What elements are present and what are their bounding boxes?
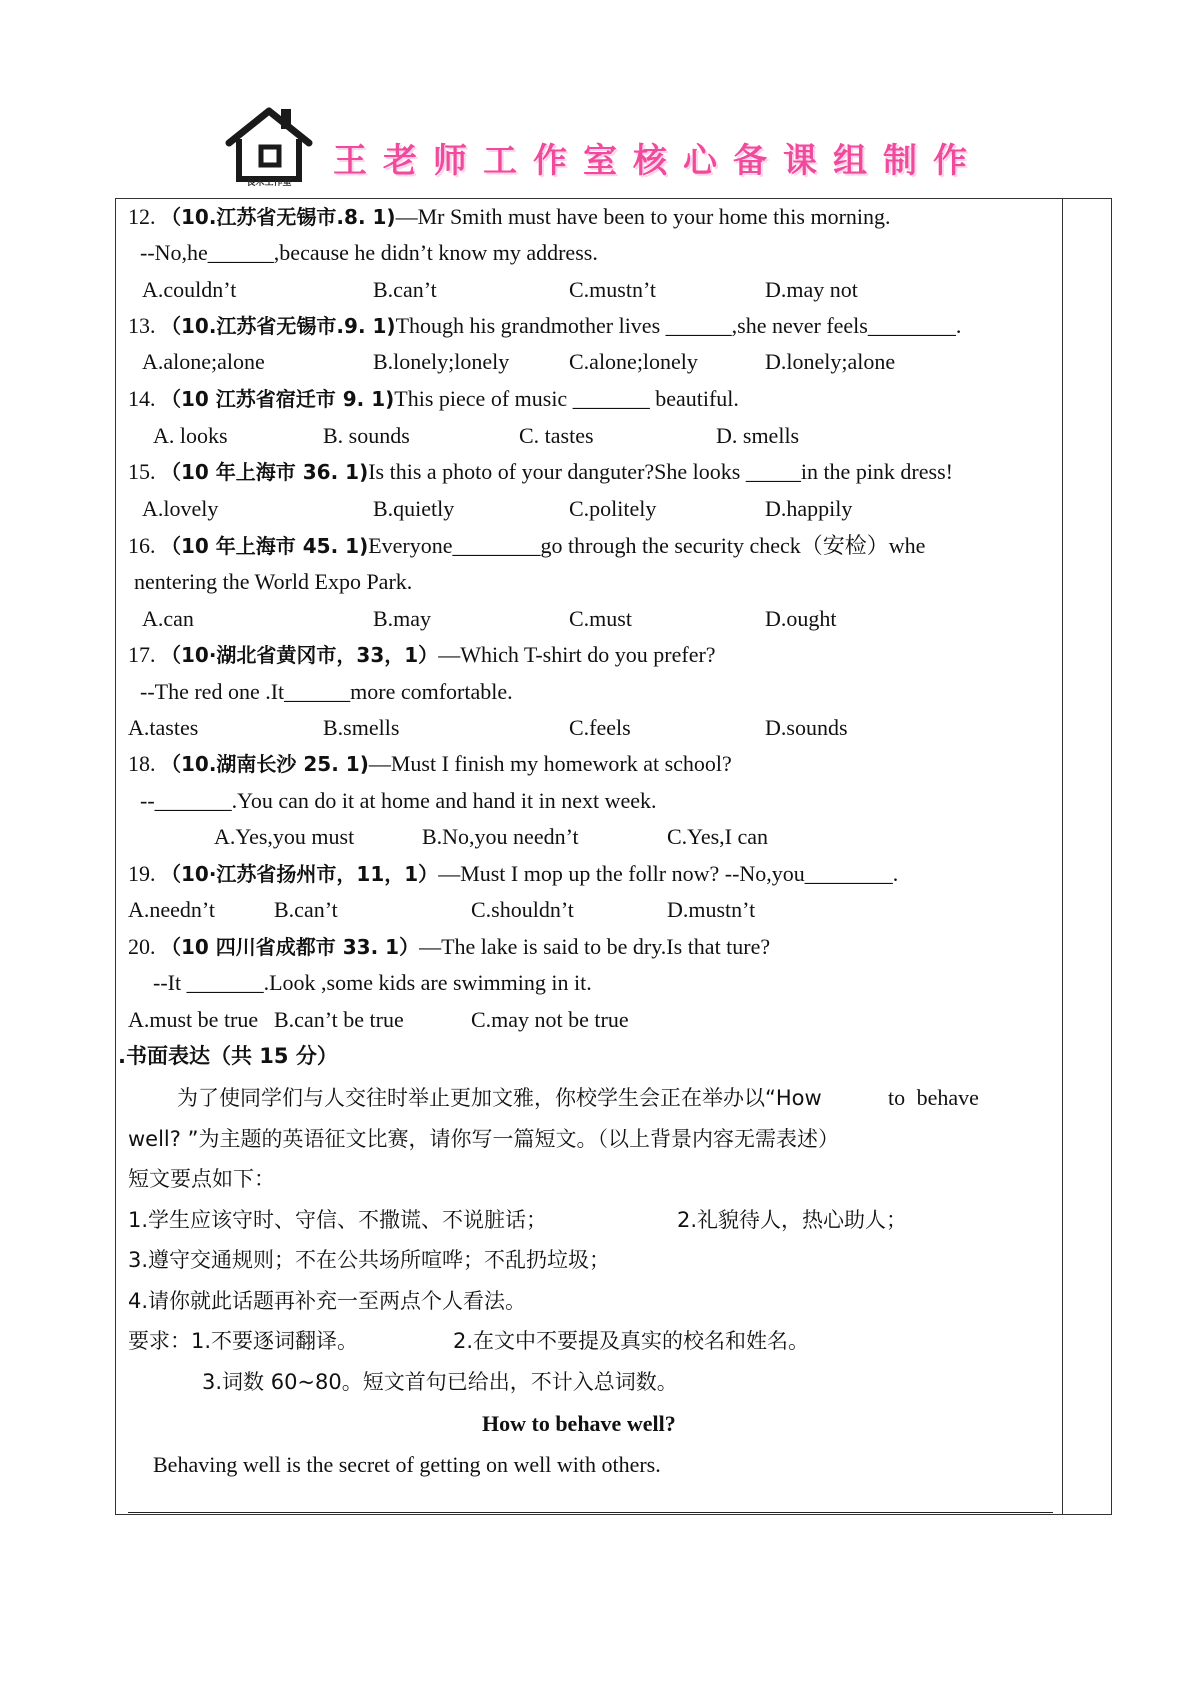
question-16-line2: nentering the World Expo Park. <box>134 569 413 594</box>
question-17-line2: --The red one .It______more comfortable. <box>140 679 513 704</box>
question-number: 18. <box>128 751 156 776</box>
question-number: 19. <box>128 861 156 886</box>
option-a: A.alone;alone <box>142 349 265 374</box>
question-stem: This piece of music _______ beautiful. <box>394 386 739 411</box>
option-b: B.can’t be true <box>274 1007 404 1032</box>
option-a: A.must be true <box>128 1007 259 1032</box>
option-a: A.can <box>142 606 194 631</box>
option-d: D.ought <box>765 606 837 631</box>
frame-divider <box>1062 198 1063 1515</box>
option-c: C.shouldn’t <box>471 897 574 922</box>
writing-intro-line2: well? ”为主题的英语征文比赛，请你写一篇短文。（以上背景内容无需表述） <box>128 1127 839 1151</box>
question-number: 13. <box>128 313 156 338</box>
question-13 <box>128 311 961 341</box>
option-d: D.happily <box>765 496 853 521</box>
option-a: A.couldn’t <box>142 277 237 302</box>
option-d: D.sounds <box>765 715 848 740</box>
page-header <box>215 95 1015 190</box>
question-number: 16. <box>128 533 156 558</box>
option-d: D.lonely;alone <box>765 349 896 374</box>
option-a: A.lovely <box>142 496 219 521</box>
option-b: B.lonely;lonely <box>373 349 510 374</box>
question-stem: —Must I mop up the follr now? --No,you________. <box>438 861 899 886</box>
option-a: A. looks <box>153 423 228 448</box>
req-label: 要求： <box>128 1329 191 1353</box>
question-stem: —Mr Smith must have been to your home this morning. <box>395 204 891 229</box>
option-b: B.smells <box>323 715 400 740</box>
logo-caption: 良木工作室 <box>246 178 292 188</box>
option-b: B.may <box>373 606 432 631</box>
option-c: C.Yes,I can <box>667 824 769 849</box>
intro-chinese: 为了使同学们与人交往时举止更加文雅，你校学生会正在举办以“How <box>177 1086 822 1110</box>
essay-first-sentence: Behaving well is the secret of getting on well with others. <box>153 1452 661 1477</box>
question-number: 15. <box>128 459 156 484</box>
question-source: （10 年上海市 45. 1) <box>161 534 369 558</box>
question-source: （10·湖北省黄冈市，33，1） <box>161 643 439 667</box>
option-a: A.needn’t <box>128 897 215 922</box>
brand-title: 王老师工作室核心备课组制作 <box>333 141 983 181</box>
question-source: （10.江苏省无锡市.8. 1) <box>161 205 396 229</box>
option-d: D. smells <box>716 423 800 448</box>
question-14 <box>128 384 739 414</box>
option-c: C.mustn’t <box>569 277 657 302</box>
option-b: B.quietly <box>373 496 455 521</box>
question-number: 12. <box>128 204 156 229</box>
question-stem: Is this a photo of your danguter?She looks _____in the pink dress! <box>368 459 953 484</box>
question-stem: —The lake is said to be dry.Is that ture? <box>419 934 771 959</box>
question-source: （10.湖南长沙 25. 1) <box>161 752 369 776</box>
question-20-line2: --It _______.Look ,some kids are swimming in it. <box>153 970 592 995</box>
question-source: （10.江苏省无锡市.9. 1) <box>161 314 396 338</box>
question-19 <box>128 859 898 889</box>
option-a: A.tastes <box>128 715 199 740</box>
option-c: C.alone;lonely <box>569 349 698 374</box>
question-16 <box>128 531 925 561</box>
option-b: B.can’t <box>373 277 437 302</box>
point-4: 4.请你就此话题再补充一至两点个人看法。 <box>128 1289 527 1313</box>
writing-intro-line1 <box>177 1083 822 1113</box>
option-c: C.politely <box>569 496 657 521</box>
question-20 <box>128 932 770 962</box>
question-stem: —Which T-shirt do you prefer? <box>438 642 716 667</box>
option-d: D.mustn’t <box>667 897 756 922</box>
points-title: 短文要点如下： <box>128 1167 275 1191</box>
req-3: 3.词数 60~80。短文首句已给出，不计入总词数。 <box>202 1370 678 1394</box>
question-stem: Though his grandmother lives ______,she never feels________. <box>395 313 962 338</box>
option-c: C. tastes <box>519 423 594 448</box>
option-c: C.feels <box>569 715 631 740</box>
option-a: A.Yes,you must <box>214 824 355 849</box>
point-2: 2.礼貌待人，热心助人； <box>677 1208 908 1232</box>
question-18-line2: --_______.You can do it at home and hand it in next week. <box>140 788 657 813</box>
requirements <box>128 1326 358 1356</box>
question-15 <box>128 457 953 487</box>
req-2: 2.在文中不要提及真实的校名和姓名。 <box>453 1329 810 1353</box>
question-number: 14. <box>128 386 156 411</box>
point-3: 3.遵守交通规则；不在公共场所喧哗；不乱扔垃圾； <box>128 1248 611 1272</box>
req-1: 1.不要逐词翻译。 <box>191 1329 359 1353</box>
question-source: （10 江苏省宿迁市 9. 1) <box>161 387 395 411</box>
question-number: 20. <box>128 934 156 959</box>
option-c: C.may not be true <box>471 1007 629 1032</box>
question-number: 17. <box>128 642 156 667</box>
question-12 <box>128 202 891 232</box>
point-1: 1.学生应该守时、守信、不撒谎、不说脏话； <box>128 1208 548 1232</box>
option-b: B.No,you needn’t <box>422 824 579 849</box>
question-stem: —Must I finish my homework at school? <box>368 751 732 776</box>
option-c: C.must <box>569 606 632 631</box>
question-17 <box>128 640 716 670</box>
question-source: （10 四川省成都市 33. 1） <box>161 935 420 959</box>
option-b: B.can’t <box>274 897 338 922</box>
question-source: （10 年上海市 36. 1) <box>161 460 369 484</box>
option-b: B. sounds <box>323 423 410 448</box>
option-d: D.may not <box>765 277 858 302</box>
intro-english: to behave <box>888 1085 979 1110</box>
question-12-line2: --No,he______,because he didn’t know my address. <box>140 240 598 265</box>
question-stem: Everyone________go through the security check（安检）whe <box>368 533 926 558</box>
essay-title: How to behave well? <box>482 1411 676 1436</box>
question-source: （10·江苏省扬州市，11，1） <box>161 862 439 886</box>
question-18 <box>128 749 732 779</box>
writing-heading: .书面表达（共 15 分） <box>118 1044 338 1068</box>
answer-line <box>128 1512 1053 1513</box>
